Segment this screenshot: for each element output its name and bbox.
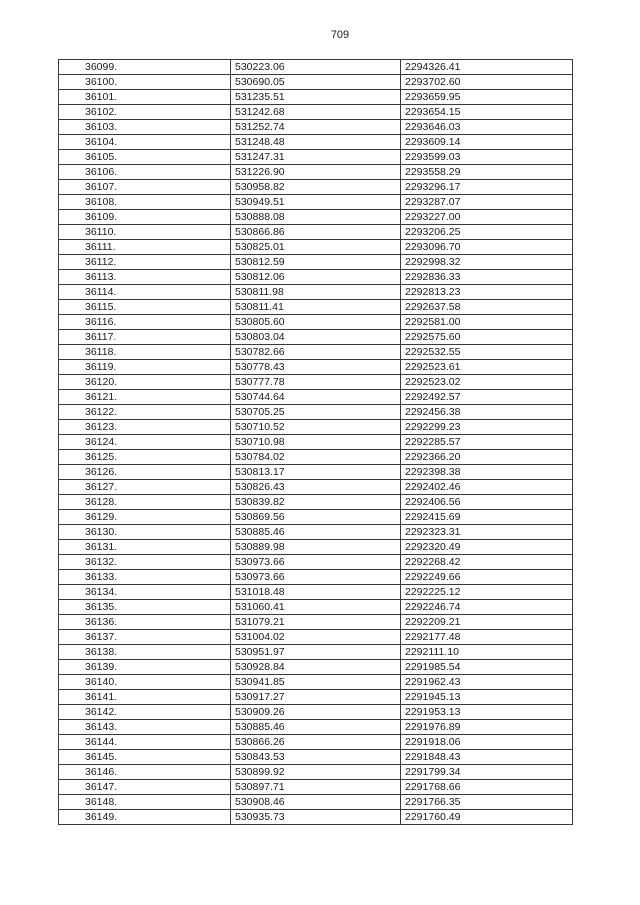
x-coordinate-cell: 530869.56 bbox=[231, 510, 401, 525]
y-coordinate-cell: 2292402.46 bbox=[401, 480, 573, 495]
y-coordinate-cell: 2292406.56 bbox=[401, 495, 573, 510]
y-coordinate-cell: 2292111.10 bbox=[401, 645, 573, 660]
y-coordinate-cell: 2293659.95 bbox=[401, 90, 573, 105]
table-row bbox=[59, 645, 573, 660]
x-coordinate-cell: 531060.41 bbox=[231, 600, 401, 615]
point-number-cell: 36119. bbox=[59, 360, 231, 375]
coordinate-table-body bbox=[59, 60, 573, 825]
point-number-cell: 36107. bbox=[59, 180, 231, 195]
table-row bbox=[59, 765, 573, 780]
x-coordinate-cell: 531248.48 bbox=[231, 135, 401, 150]
table-row bbox=[59, 195, 573, 210]
point-number-cell: 36104. bbox=[59, 135, 231, 150]
x-coordinate-cell: 530897.71 bbox=[231, 780, 401, 795]
table-row bbox=[59, 540, 573, 555]
table-row bbox=[59, 330, 573, 345]
point-number-cell: 36108. bbox=[59, 195, 231, 210]
y-coordinate-cell: 2293227.00 bbox=[401, 210, 573, 225]
x-coordinate-cell: 530839.82 bbox=[231, 495, 401, 510]
x-coordinate-cell: 530784.02 bbox=[231, 450, 401, 465]
y-coordinate-cell: 2291962.43 bbox=[401, 675, 573, 690]
x-coordinate-cell: 530803.04 bbox=[231, 330, 401, 345]
table-row bbox=[59, 795, 573, 810]
x-coordinate-cell: 530777.78 bbox=[231, 375, 401, 390]
x-coordinate-cell: 530811.41 bbox=[231, 300, 401, 315]
x-coordinate-cell: 530690.05 bbox=[231, 75, 401, 90]
point-number-cell: 36129. bbox=[59, 510, 231, 525]
y-coordinate-cell: 2291918.06 bbox=[401, 735, 573, 750]
point-number-cell: 36131. bbox=[59, 540, 231, 555]
x-coordinate-cell: 530843.53 bbox=[231, 750, 401, 765]
y-coordinate-cell: 2293599.03 bbox=[401, 150, 573, 165]
table-row bbox=[59, 630, 573, 645]
y-coordinate-cell: 2291945.13 bbox=[401, 690, 573, 705]
point-number-cell: 36110. bbox=[59, 225, 231, 240]
x-coordinate-cell: 530223.06 bbox=[231, 60, 401, 75]
y-coordinate-cell: 2293206.25 bbox=[401, 225, 573, 240]
y-coordinate-cell: 2292523.02 bbox=[401, 375, 573, 390]
y-coordinate-cell: 2292581.00 bbox=[401, 315, 573, 330]
y-coordinate-cell: 2291760.49 bbox=[401, 810, 573, 825]
x-coordinate-cell: 530958.82 bbox=[231, 180, 401, 195]
point-number-cell: 36143. bbox=[59, 720, 231, 735]
table-row bbox=[59, 690, 573, 705]
point-number-cell: 36134. bbox=[59, 585, 231, 600]
table-row bbox=[59, 345, 573, 360]
y-coordinate-cell: 2291976.89 bbox=[401, 720, 573, 735]
point-number-cell: 36149. bbox=[59, 810, 231, 825]
table-row bbox=[59, 510, 573, 525]
x-coordinate-cell: 531004.02 bbox=[231, 630, 401, 645]
x-coordinate-cell: 530908.46 bbox=[231, 795, 401, 810]
y-coordinate-cell: 2293096.70 bbox=[401, 240, 573, 255]
x-coordinate-cell: 530909.26 bbox=[231, 705, 401, 720]
y-coordinate-cell: 2293296.17 bbox=[401, 180, 573, 195]
x-coordinate-cell: 530949.51 bbox=[231, 195, 401, 210]
table-row bbox=[59, 570, 573, 585]
x-coordinate-cell: 530744.64 bbox=[231, 390, 401, 405]
table-row bbox=[59, 360, 573, 375]
page-number: 709 bbox=[330, 29, 350, 41]
table-row bbox=[59, 180, 573, 195]
table-row bbox=[59, 465, 573, 480]
point-number-cell: 36127. bbox=[59, 480, 231, 495]
y-coordinate-cell: 2292320.49 bbox=[401, 540, 573, 555]
point-number-cell: 36140. bbox=[59, 675, 231, 690]
y-coordinate-cell: 2292366.20 bbox=[401, 450, 573, 465]
y-coordinate-cell: 2293702.60 bbox=[401, 75, 573, 90]
table-row bbox=[59, 750, 573, 765]
table-row bbox=[59, 600, 573, 615]
point-number-cell: 36113. bbox=[59, 270, 231, 285]
table-row bbox=[59, 705, 573, 720]
point-number-cell: 36102. bbox=[59, 105, 231, 120]
point-number-cell: 36100. bbox=[59, 75, 231, 90]
point-number-cell: 36145. bbox=[59, 750, 231, 765]
point-number-cell: 36120. bbox=[59, 375, 231, 390]
y-coordinate-cell: 2293646.03 bbox=[401, 120, 573, 135]
table-row bbox=[59, 555, 573, 570]
y-coordinate-cell: 2291953.13 bbox=[401, 705, 573, 720]
point-number-cell: 36135. bbox=[59, 600, 231, 615]
point-number-cell: 36139. bbox=[59, 660, 231, 675]
point-number-cell: 36125. bbox=[59, 450, 231, 465]
table-row bbox=[59, 225, 573, 240]
y-coordinate-cell: 2291799.34 bbox=[401, 765, 573, 780]
table-row bbox=[59, 495, 573, 510]
table-row bbox=[59, 735, 573, 750]
table-row bbox=[59, 525, 573, 540]
point-number-cell: 36103. bbox=[59, 120, 231, 135]
point-number-cell: 36111. bbox=[59, 240, 231, 255]
point-number-cell: 36105. bbox=[59, 150, 231, 165]
y-coordinate-cell: 2293287.07 bbox=[401, 195, 573, 210]
table-row bbox=[59, 105, 573, 120]
point-number-cell: 36128. bbox=[59, 495, 231, 510]
point-number-cell: 36142. bbox=[59, 705, 231, 720]
table-row bbox=[59, 585, 573, 600]
y-coordinate-cell: 2292246.74 bbox=[401, 600, 573, 615]
y-coordinate-cell: 2292532.55 bbox=[401, 345, 573, 360]
x-coordinate-cell: 531079.21 bbox=[231, 615, 401, 630]
point-number-cell: 36137. bbox=[59, 630, 231, 645]
table-row bbox=[59, 615, 573, 630]
point-number-cell: 36117. bbox=[59, 330, 231, 345]
y-coordinate-cell: 2292299.23 bbox=[401, 420, 573, 435]
table-row bbox=[59, 165, 573, 180]
point-number-cell: 36115. bbox=[59, 300, 231, 315]
y-coordinate-cell: 2293558.29 bbox=[401, 165, 573, 180]
table-row bbox=[59, 480, 573, 495]
x-coordinate-cell: 530812.59 bbox=[231, 255, 401, 270]
y-coordinate-cell: 2292456.38 bbox=[401, 405, 573, 420]
point-number-cell: 36118. bbox=[59, 345, 231, 360]
x-coordinate-cell: 530885.46 bbox=[231, 720, 401, 735]
table-row bbox=[59, 60, 573, 75]
y-coordinate-cell: 2292523.61 bbox=[401, 360, 573, 375]
table-row bbox=[59, 780, 573, 795]
x-coordinate-cell: 530705.25 bbox=[231, 405, 401, 420]
y-coordinate-cell: 2292177.48 bbox=[401, 630, 573, 645]
x-coordinate-cell: 530885.46 bbox=[231, 525, 401, 540]
table-row bbox=[59, 315, 573, 330]
table-row bbox=[59, 660, 573, 675]
y-coordinate-cell: 2292637.58 bbox=[401, 300, 573, 315]
table-row bbox=[59, 720, 573, 735]
table-row bbox=[59, 300, 573, 315]
point-number-cell: 36124. bbox=[59, 435, 231, 450]
x-coordinate-cell: 530782.66 bbox=[231, 345, 401, 360]
x-coordinate-cell: 530899.92 bbox=[231, 765, 401, 780]
y-coordinate-cell: 2292415.69 bbox=[401, 510, 573, 525]
table-row bbox=[59, 390, 573, 405]
table-row bbox=[59, 450, 573, 465]
table-row bbox=[59, 675, 573, 690]
point-number-cell: 36114. bbox=[59, 285, 231, 300]
y-coordinate-cell: 2292225.12 bbox=[401, 585, 573, 600]
y-coordinate-cell: 2291768.66 bbox=[401, 780, 573, 795]
x-coordinate-cell: 530813.17 bbox=[231, 465, 401, 480]
table-row bbox=[59, 405, 573, 420]
table-row bbox=[59, 150, 573, 165]
x-coordinate-cell: 530935.73 bbox=[231, 810, 401, 825]
table-row bbox=[59, 810, 573, 825]
x-coordinate-cell: 530710.98 bbox=[231, 435, 401, 450]
y-coordinate-cell: 2294326.41 bbox=[401, 60, 573, 75]
y-coordinate-cell: 2292209.21 bbox=[401, 615, 573, 630]
point-number-cell: 36136. bbox=[59, 615, 231, 630]
x-coordinate-cell: 530778.43 bbox=[231, 360, 401, 375]
coordinate-table bbox=[58, 59, 573, 825]
y-coordinate-cell: 2293609.14 bbox=[401, 135, 573, 150]
point-number-cell: 36112. bbox=[59, 255, 231, 270]
x-coordinate-cell: 530866.86 bbox=[231, 225, 401, 240]
x-coordinate-cell: 530866.26 bbox=[231, 735, 401, 750]
table-row bbox=[59, 375, 573, 390]
x-coordinate-cell: 530710.52 bbox=[231, 420, 401, 435]
y-coordinate-cell: 2291848.43 bbox=[401, 750, 573, 765]
x-coordinate-cell: 530917.27 bbox=[231, 690, 401, 705]
y-coordinate-cell: 2291766.35 bbox=[401, 795, 573, 810]
point-number-cell: 36133. bbox=[59, 570, 231, 585]
table-row bbox=[59, 255, 573, 270]
point-number-cell: 36147. bbox=[59, 780, 231, 795]
x-coordinate-cell: 531247.31 bbox=[231, 150, 401, 165]
point-number-cell: 36126. bbox=[59, 465, 231, 480]
point-number-cell: 36148. bbox=[59, 795, 231, 810]
x-coordinate-cell: 530826.43 bbox=[231, 480, 401, 495]
table-row bbox=[59, 285, 573, 300]
y-coordinate-cell: 2292575.60 bbox=[401, 330, 573, 345]
x-coordinate-cell: 531226.90 bbox=[231, 165, 401, 180]
table-row bbox=[59, 120, 573, 135]
point-number-cell: 36101. bbox=[59, 90, 231, 105]
x-coordinate-cell: 531242.68 bbox=[231, 105, 401, 120]
point-number-cell: 36130. bbox=[59, 525, 231, 540]
x-coordinate-cell: 530812.06 bbox=[231, 270, 401, 285]
y-coordinate-cell: 2292998.32 bbox=[401, 255, 573, 270]
point-number-cell: 36132. bbox=[59, 555, 231, 570]
x-coordinate-cell: 530805.60 bbox=[231, 315, 401, 330]
x-coordinate-cell: 530951.97 bbox=[231, 645, 401, 660]
point-number-cell: 36121. bbox=[59, 390, 231, 405]
point-number-cell: 36144. bbox=[59, 735, 231, 750]
y-coordinate-cell: 2292249.66 bbox=[401, 570, 573, 585]
table-row bbox=[59, 240, 573, 255]
y-coordinate-cell: 2292813.23 bbox=[401, 285, 573, 300]
table-row bbox=[59, 90, 573, 105]
x-coordinate-cell: 530941.85 bbox=[231, 675, 401, 690]
point-number-cell: 36109. bbox=[59, 210, 231, 225]
table-row bbox=[59, 75, 573, 90]
y-coordinate-cell: 2292398.38 bbox=[401, 465, 573, 480]
x-coordinate-cell: 531018.48 bbox=[231, 585, 401, 600]
x-coordinate-cell: 530973.66 bbox=[231, 570, 401, 585]
y-coordinate-cell: 2292836.33 bbox=[401, 270, 573, 285]
point-number-cell: 36123. bbox=[59, 420, 231, 435]
point-number-cell: 36106. bbox=[59, 165, 231, 180]
x-coordinate-cell: 531252.74 bbox=[231, 120, 401, 135]
table-row bbox=[59, 210, 573, 225]
y-coordinate-cell: 2292323.31 bbox=[401, 525, 573, 540]
y-coordinate-cell: 2293654.15 bbox=[401, 105, 573, 120]
table-row bbox=[59, 135, 573, 150]
y-coordinate-cell: 2292492.57 bbox=[401, 390, 573, 405]
x-coordinate-cell: 531235.51 bbox=[231, 90, 401, 105]
table-row bbox=[59, 420, 573, 435]
x-coordinate-cell: 530889.98 bbox=[231, 540, 401, 555]
y-coordinate-cell: 2292268.42 bbox=[401, 555, 573, 570]
table-row bbox=[59, 435, 573, 450]
x-coordinate-cell: 530973.66 bbox=[231, 555, 401, 570]
x-coordinate-cell: 530811.98 bbox=[231, 285, 401, 300]
point-number-cell: 36116. bbox=[59, 315, 231, 330]
y-coordinate-cell: 2291985.54 bbox=[401, 660, 573, 675]
x-coordinate-cell: 530825.01 bbox=[231, 240, 401, 255]
point-number-cell: 36141. bbox=[59, 690, 231, 705]
point-number-cell: 36099. bbox=[59, 60, 231, 75]
y-coordinate-cell: 2292285.57 bbox=[401, 435, 573, 450]
x-coordinate-cell: 530888.08 bbox=[231, 210, 401, 225]
point-number-cell: 36138. bbox=[59, 645, 231, 660]
point-number-cell: 36122. bbox=[59, 405, 231, 420]
table-row bbox=[59, 270, 573, 285]
x-coordinate-cell: 530928.84 bbox=[231, 660, 401, 675]
point-number-cell: 36146. bbox=[59, 765, 231, 780]
